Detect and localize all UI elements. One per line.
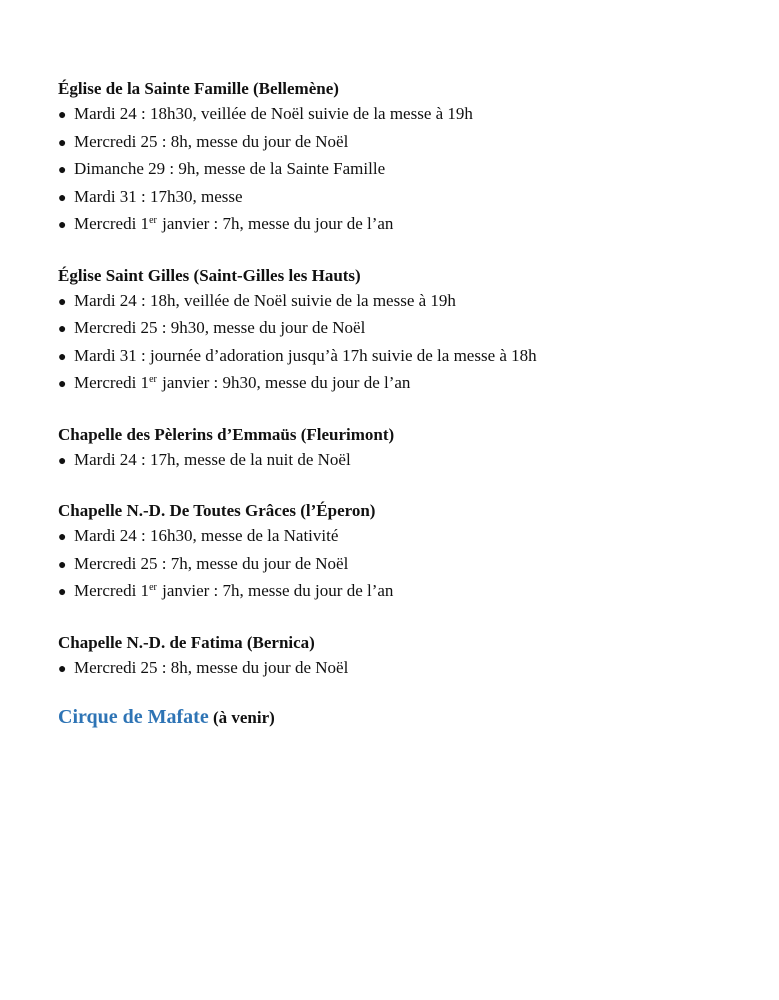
bullet-icon: ●: [58, 557, 67, 573]
section-title: Chapelle N.-D. de Fatima (Bernica): [58, 632, 315, 652]
list-item: ● Mercredi 1er janvier : 7h, messe du jour de l’an: [58, 211, 758, 239]
mafate-link[interactable]: Cirque de Mafate: [58, 706, 209, 728]
list-item: ● Mercredi 25 : 7h, messe du jour de Noël: [58, 551, 758, 579]
section-title: Chapelle des Pèlerins d’Emmaüs (Fleurimont): [58, 424, 395, 444]
section-sainte-famille: [58, 76, 758, 239]
bullet-icon: ●: [58, 163, 67, 178]
list-item: ● Mercredi 25 : 9h30, messe du jour de Noël: [58, 315, 758, 343]
list-item: ● Mercredi 25 : 8h, messe du jour de Noël: [58, 655, 758, 683]
document-page: [58, 76, 758, 729]
bullet-icon: ●: [58, 218, 67, 233]
bullet-icon: ●: [58, 661, 67, 677]
section-pelerins-emmaus: [58, 422, 758, 475]
list-item: ● Mardi 31 : journée d’adoration jusqu’à 17h suivie de la messe à 18h: [58, 343, 758, 371]
section-toutes-graces: [58, 498, 758, 606]
bullet-icon: ●: [58, 377, 67, 392]
list-item: ● Mardi 24 : 16h30, messe de la Nativité: [58, 523, 758, 551]
mafate-note: (à venir): [208, 708, 275, 727]
list-item: ● Mardi 24 : 18h, veillée de Noël suivie de la messe à 19h: [58, 288, 758, 316]
bullet-icon: ●: [58, 294, 67, 310]
section-title: Église de la Sainte Famille (Bellemène): [58, 79, 339, 98]
list-item: ● Mercredi 1er janvier : 9h30, messe du jour de l’an: [58, 370, 758, 398]
list-item: ● Dimanche 29 : 9h, messe de la Sainte Famille: [58, 156, 758, 184]
section-fatima: [58, 630, 758, 683]
section-title: Chapelle N.-D. De Toutes Grâces (l’Éperon): [58, 501, 376, 520]
list-item: ● Mercredi 1er janvier : 7h, messe du jour de l’an: [58, 578, 758, 606]
list-item: ● Mardi 24 : 17h, messe de la nuit de Noël: [58, 447, 758, 475]
bullet-icon: ●: [58, 135, 67, 151]
bullet-icon: ●: [58, 530, 67, 545]
list-item: ● Mercredi 25 : 8h, messe du jour de Noël: [58, 129, 758, 157]
mafate-heading: [58, 706, 758, 729]
section-saint-gilles: [58, 263, 758, 398]
bullet-icon: ●: [58, 108, 67, 123]
bullet-icon: ●: [58, 349, 67, 365]
list-item: ● Mardi 31 : 17h30, messe: [58, 184, 758, 212]
bullet-icon: ●: [58, 453, 67, 469]
section-title: Église Saint Gilles (Saint-Gilles les Hauts): [58, 265, 361, 285]
bullet-icon: ●: [58, 322, 67, 337]
bullet-icon: ●: [58, 585, 67, 600]
bullet-icon: ●: [58, 190, 67, 206]
list-item: ● Mardi 24 : 18h30, veillée de Noël suivie de la messe à 19h: [58, 101, 758, 129]
